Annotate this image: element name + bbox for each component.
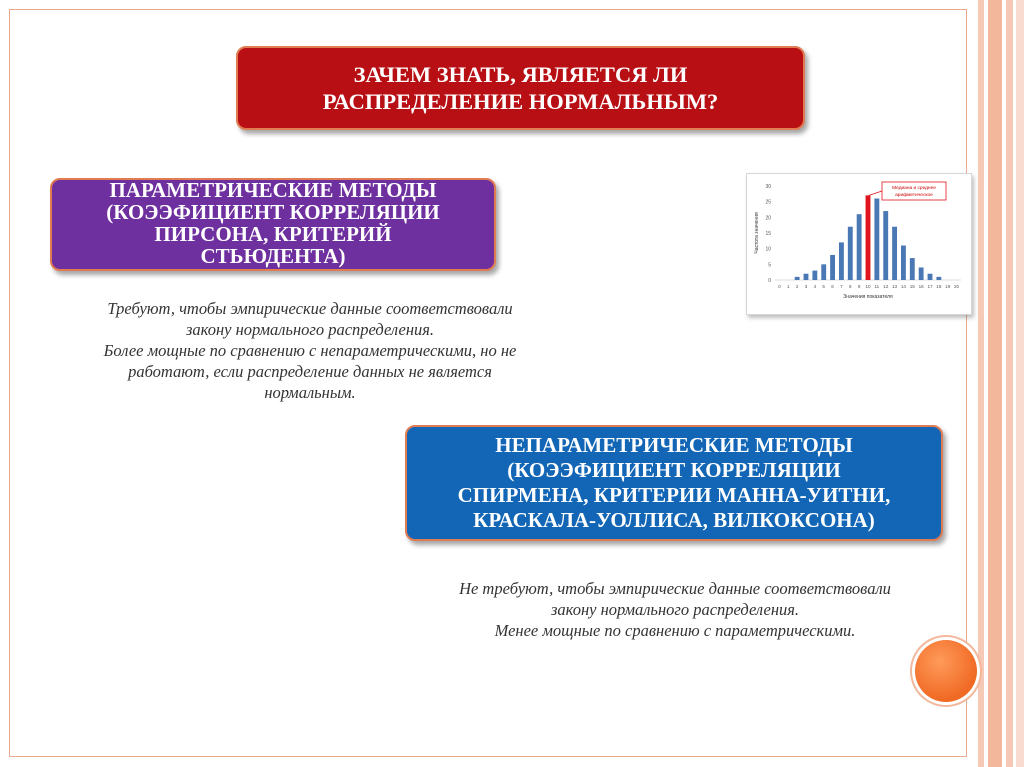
y-tick-label: 5: [768, 262, 771, 269]
chart-svg: [747, 174, 971, 314]
bar: [812, 271, 817, 280]
bar: [874, 199, 879, 280]
bar: [928, 274, 933, 280]
bar: [804, 274, 809, 280]
decorative-stripe: [1016, 0, 1024, 767]
x-tick-label: 12: [883, 284, 889, 289]
bar: [839, 242, 844, 280]
y-tick-label: 10: [765, 246, 771, 253]
parametric-heading-line: (КОЭЭФИЦИЕНТ КОРРЕЛЯЦИИ: [106, 200, 440, 224]
bar: [848, 227, 853, 280]
x-tick-label: 5: [822, 284, 825, 289]
x-tick-label: 0: [778, 284, 781, 289]
nonparametric-methods-box: [405, 425, 943, 541]
x-tick-label: 11: [874, 284, 880, 289]
slide-title: [236, 46, 805, 130]
x-tick-label: 8: [849, 284, 852, 289]
note-line: закону нормального распределения.: [185, 320, 435, 339]
nonparametric-heading-line: КРАСКАЛА-УОЛЛИСА, ВИЛКОКСОНА): [473, 508, 875, 532]
x-tick-label: 20: [954, 284, 960, 289]
x-tick-label: 15: [909, 284, 915, 289]
x-tick-label: 17: [927, 284, 933, 289]
decorative-stripe: [1006, 0, 1013, 767]
bar: [901, 246, 906, 280]
annotation-text: арифметическое: [895, 193, 933, 198]
bar: [883, 211, 888, 280]
note-line: нормальным.: [264, 383, 356, 402]
title-line: РАСПРЕДЕЛЕНИЕ НОРМАЛЬНЫМ?: [322, 89, 719, 114]
x-tick-label: 19: [945, 284, 951, 289]
bar: [919, 267, 924, 280]
parametric-heading-line: ПАРАМЕТРИЧЕСКИЕ МЕТОДЫ: [109, 178, 437, 202]
y-tick-label: 30: [765, 184, 771, 190]
parametric-methods-box: [50, 178, 496, 271]
decorative-stripe: [978, 0, 984, 767]
x-tick-label: 13: [892, 284, 898, 289]
title-line: ЗАЧЕМ ЗНАТЬ, ЯВЛЯЕТСЯ ЛИ: [353, 62, 688, 87]
note-line: закону нормального распределения.: [550, 600, 800, 619]
x-tick-label: 16: [918, 284, 924, 289]
y-tick-label: 15: [765, 231, 771, 237]
parametric-heading-line: СТЬЮДЕНТА): [200, 244, 346, 268]
x-tick-label: 7: [840, 284, 843, 289]
x-tick-label: 9: [857, 284, 861, 289]
bar: [795, 277, 800, 280]
note-line: Требуют, чтобы эмпирические данные соответствовали: [107, 299, 513, 318]
x-tick-label: 2: [795, 284, 799, 289]
annotation-pointer: [869, 191, 882, 195]
x-tick-label: 1: [787, 284, 790, 289]
normal-distribution-chart: [746, 173, 972, 315]
bar: [821, 264, 826, 280]
x-tick-label: 4: [813, 284, 817, 289]
bar: [857, 214, 862, 280]
highlight-bar: [866, 195, 871, 280]
x-tick-label: 10: [865, 284, 871, 289]
nonparametric-heading-line: СПИРМЕНА, КРИТЕРИИ МАННА-УИТНИ,: [457, 483, 891, 507]
note-line: Менее мощные по сравнению с параметрическими.: [494, 621, 856, 640]
note-line: Более мощные по сравнению с непараметрическими, но не: [103, 341, 517, 360]
y-tick-label: 25: [765, 199, 771, 206]
bar: [910, 258, 915, 280]
parametric-heading-line: ПИРСОНА, КРИТЕРИЙ: [154, 222, 392, 246]
note-line: Не требуют, чтобы эмпирические данные соответствовали: [459, 579, 891, 598]
y-axis-title: Частота значения: [754, 212, 760, 254]
y-tick-label: 20: [765, 215, 771, 222]
x-tick-label: 3: [804, 284, 808, 289]
x-tick-label: 18: [936, 284, 942, 289]
bar: [892, 227, 897, 280]
bar: [936, 277, 941, 280]
annotation-text: Медиана и среднее: [892, 186, 936, 191]
decorative-stripe: [988, 0, 1002, 767]
bar: [830, 255, 835, 280]
note-line: работают, если распределение данных не является: [128, 362, 492, 381]
nonparametric-note: [380, 578, 970, 641]
decorative-circle: [915, 640, 977, 702]
nonparametric-heading-line: НЕПАРАМЕТРИЧЕСКИЕ МЕТОДЫ: [495, 433, 853, 457]
x-tick-label: 14: [900, 284, 906, 289]
x-tick-label: 6: [831, 284, 834, 289]
parametric-note: [20, 298, 600, 403]
y-tick-label: 0: [768, 278, 771, 284]
nonparametric-heading-line: (КОЭЭФИЦИЕНТ КОРРЕЛЯЦИИ: [507, 458, 841, 482]
x-axis-title: Значения показателя: [843, 294, 893, 300]
